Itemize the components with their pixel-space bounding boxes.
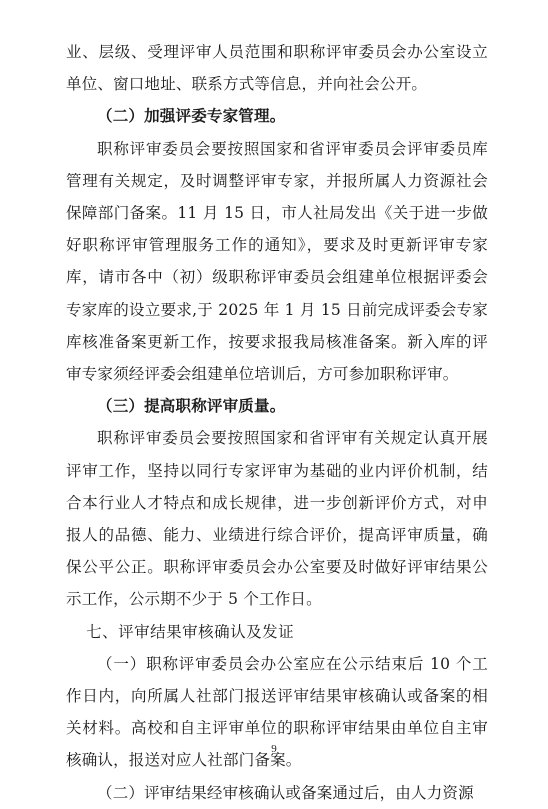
paragraph-continuation: 业、层级、受理评审人员范围和职称评审委员会办公室设立单位、窗口地址、联系方式等信息，并向社会公开。 xyxy=(66,43,488,94)
paragraph-result-reporting: （一）职称评审委员会办公室应在公示结束后 10 个工作日内，向所属人社部门报送评审结果审核确认或备案的相关材料。高校和自主评审单位的职称评审结果由单位自主审核确认，报送对应人社部门备案。 xyxy=(66,654,488,770)
section-heading-expert-management: （二）加强评委专家管理。 xyxy=(97,106,286,126)
paragraph-expert-management: 职称评审委员会要按照国家和省评审委员会评审委员库管理有关规定，及时调整评审专家，并报所属人力资源社会保障部门备案。11 月 15 日，市人社局发出《关于进一步做好职称评审管理服务工作的通知》，要求及时更新评审专家库，请市各中（初）级职称评审委员会组建单位根据评委会专家库的设立要求,于 2025 年 1 月 15 日前完成评委会专家库核准备案更新工作，按要求报我局核准备案。新入库的评审专家须经评委会组建单位培训后，方可参加职称评审。 xyxy=(66,139,488,384)
section-heading-review-quality: （三）提高职称评审质量。 xyxy=(97,396,286,416)
paragraph-review-quality: 职称评审委员会要按照国家和省评审有关规定认真开展评审工作，坚持以同行专家评审为基础的业内评价机制，结合本行业人才特点和成长规律，进一步创新评价方式，对申报人的品德、能力、业绩进行综合评价，提高评审质量，确保公平公正。职称评审委员会办公室要及时做好评审结果公示工作，公示期不少于 5 个工作日。 xyxy=(66,429,488,609)
chapter-heading-result-confirmation: 七、评审结果审核确认及发证 xyxy=(86,622,295,641)
page-number: 9 xyxy=(271,743,277,755)
document-body xyxy=(66,36,488,809)
paragraph-result-approval: （二）评审结果经审核确认或备案通过后，由人力资源 xyxy=(97,783,474,802)
